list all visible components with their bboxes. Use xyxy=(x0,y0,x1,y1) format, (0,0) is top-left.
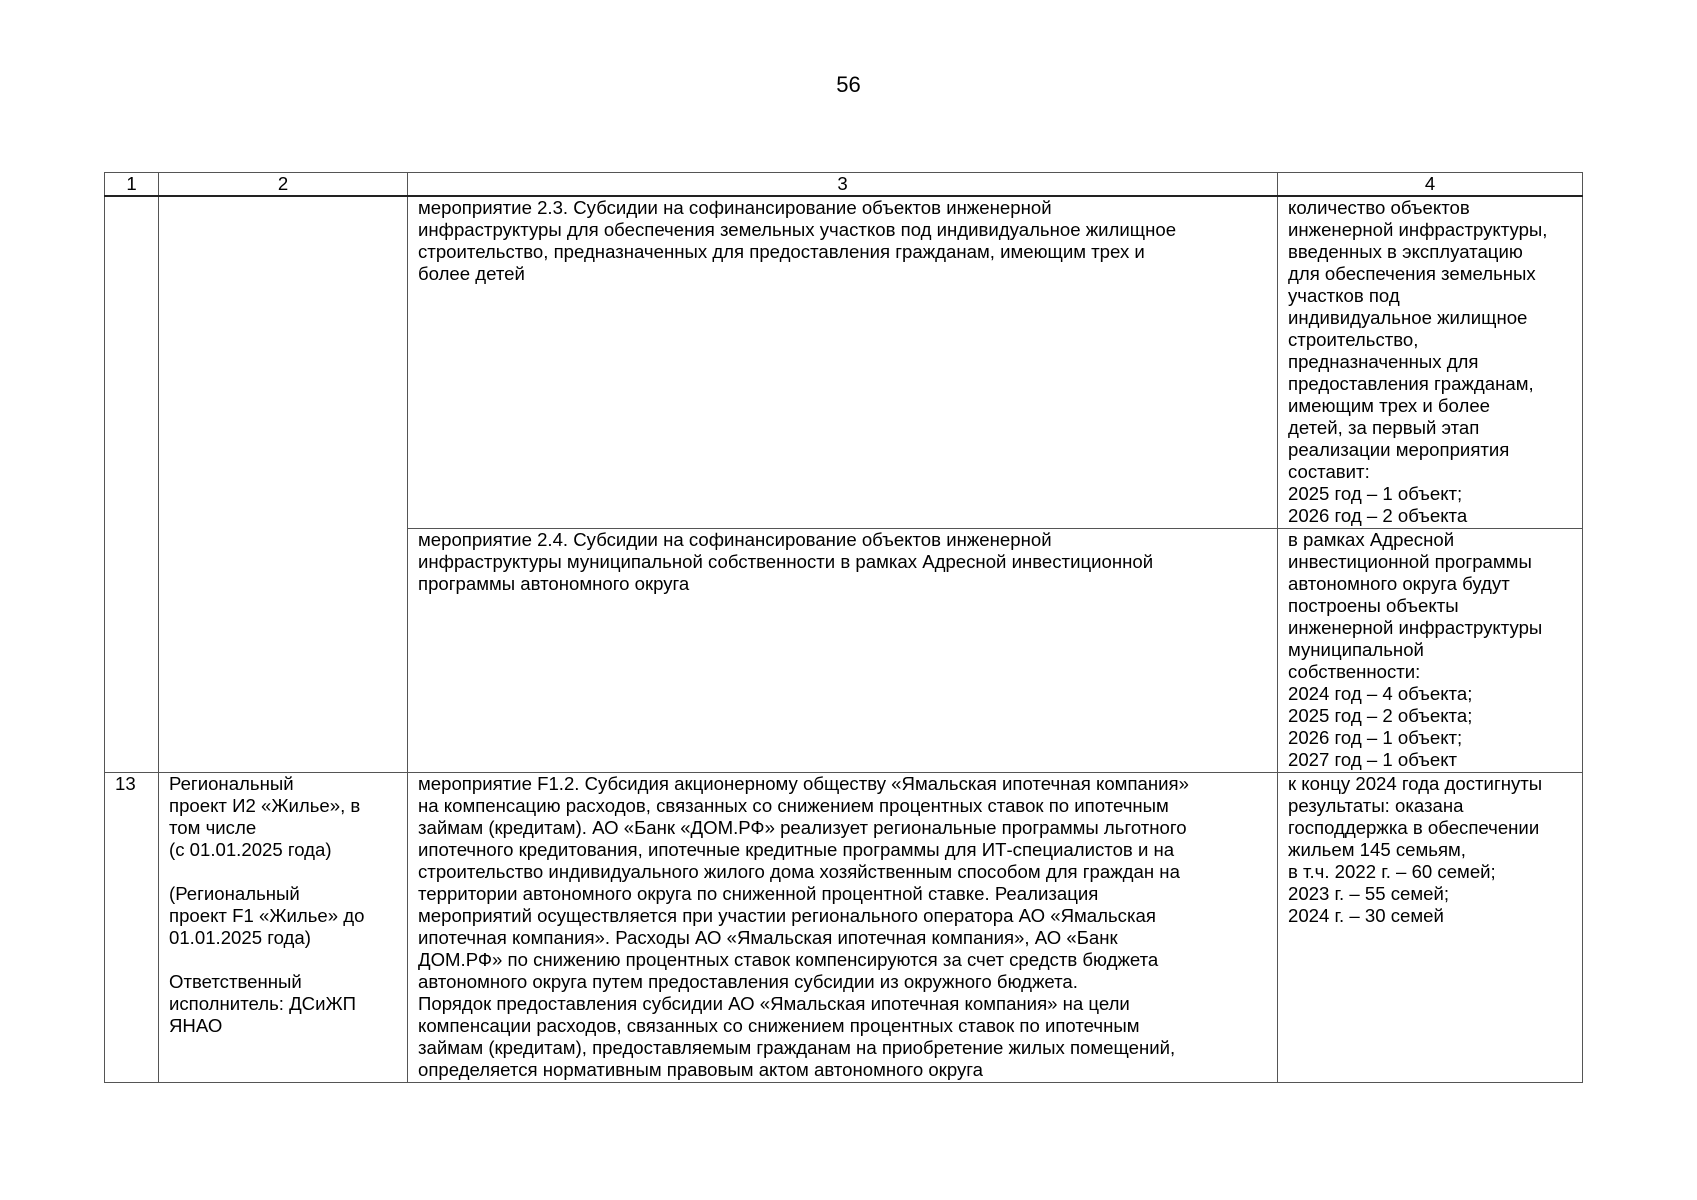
result-text: количество объектов инженерной инфраструктуры, введенных в эксплуатацию для обеспечения земельных участков под индивидуальное жилищное строительство, предназначенных для предоставления гражданам, имеющим трех и более детей, за первый этап реализации мероприятия составит: 2025 год – 1 объект; 2026 год – 2 объекта xyxy=(1288,197,1548,526)
table-row xyxy=(105,196,1583,528)
project-cell xyxy=(159,772,408,1082)
result-text: в рамках Адресной инвестиционной программы автономного округа будут построены объекты инженерной инфраструктуры муниципальной собственности: 2024 год – 4 объекта; 2025 год – 2 объекта; 2026 год – 1 объект; 2027 год – 1 объект xyxy=(1288,528,1543,770)
result-text: к концу 2024 года достигнуты результаты: оказана господдержка в обеспечении жильем 145 семьям, в т.ч. 2022 г. – 60 семей; 2023 г. – 55 семей; 2024 г. – 30 семей xyxy=(1288,772,1543,926)
project-previous-title: (Региональный проект F1 «Жилье» до 01.01.2025 года) xyxy=(169,882,365,948)
measure-cell xyxy=(408,528,1278,772)
column-header-2: 2 xyxy=(159,173,408,197)
project-title: Региональный проект И2 «Жилье», в том числе (с 01.01.2025 года) xyxy=(169,772,361,860)
result-cell xyxy=(1278,196,1583,528)
column-header-1: 1 xyxy=(105,173,159,197)
result-cell xyxy=(1278,528,1583,772)
result-cell xyxy=(1278,772,1583,1082)
column-header-3: 3 xyxy=(408,173,1278,197)
row-number-cell: 13 xyxy=(105,772,159,1082)
project-cell xyxy=(159,196,408,772)
measure-cell xyxy=(408,196,1278,528)
row-number-cell xyxy=(105,196,159,772)
measure-text: мероприятие 2.3. Субсидии на софинансирование объектов инженерной инфраструктуры для обеспечения земельных участков под индивидуальное жилищное строительство, предназначенных для предоставления гражданам, имеющим трех и более детей xyxy=(418,197,1177,284)
table-row xyxy=(105,772,1583,1082)
measure-cell xyxy=(408,772,1278,1082)
page-number: 56 xyxy=(836,72,861,97)
responsible-executor: Ответственный исполнитель: ДСиЖП ЯНАО xyxy=(169,970,357,1036)
measure-text: мероприятие F1.2. Субсидия акционерному обществу «Ямальская ипотечная компания» на компенсацию расходов, связанных со снижением процентных ставок по ипотечным займам (кредитам). АО «Банк «ДОМ.РФ» реализует региональные программы льготного ипотечного кредитования, ипотечные кредитные программы для ИТ-специалистов и на строительство индивидуального жилого дома хозяйственным способом для граждан на территории автономного округа по сниженной процентной ставке. Реализация мероприятий осуществляется при участии регионального оператора АО «Ямальская ипотечная компания». Расходы АО «Ямальская ипотечная компания», АО «Банк ДОМ.РФ» по снижению процентных ставок компенсируются за счет средств бюджета автономного округа путем предоставления субсидии из окружного бюджета. Порядок предоставления субсидии АО «Ямальская ипотечная компания» на цели компенсации расходов, связанных со снижением процентных ставок по ипотечным займам (кредитам), предоставляемым гражданам на приобретение жилых помещений, определяется нормативным правовым актом автономного округа xyxy=(418,772,1189,1080)
program-table xyxy=(104,172,1583,1083)
table-header-row xyxy=(105,173,1583,197)
measure-text: мероприятие 2.4. Субсидии на софинансирование объектов инженерной инфраструктуры муниципальной собственности в рамках Адресной инвестиционной программы автономного округа xyxy=(418,528,1154,594)
column-header-4: 4 xyxy=(1278,173,1583,197)
